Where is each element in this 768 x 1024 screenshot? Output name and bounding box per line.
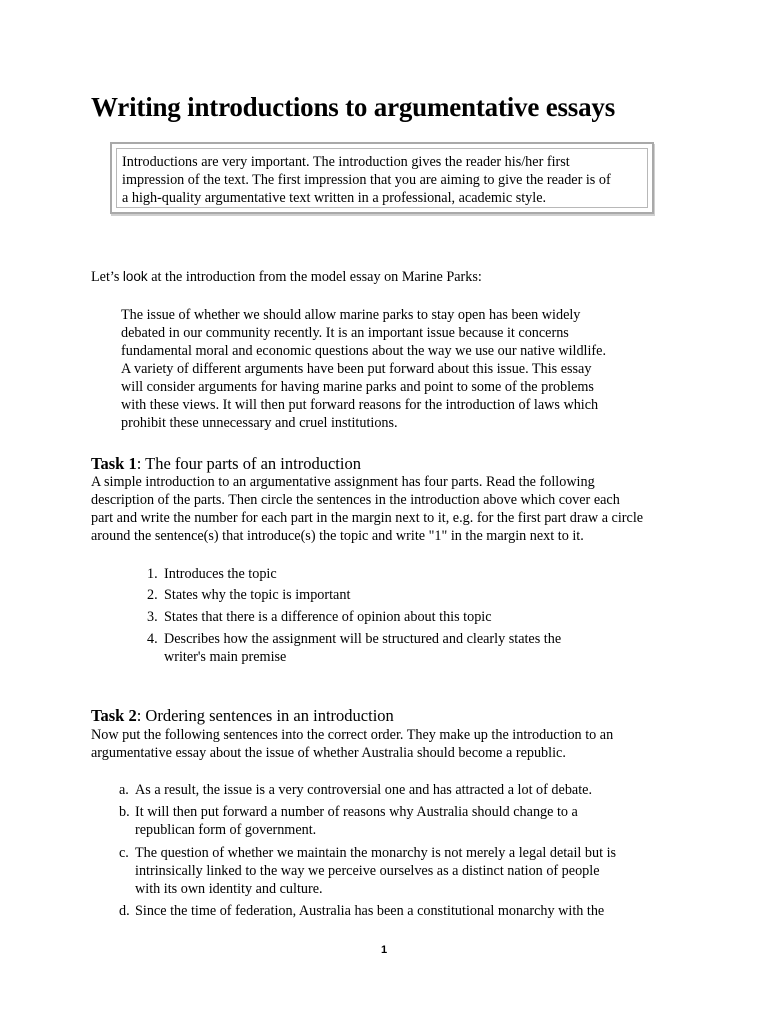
model-line: prohibit these unnecessary and cruel institutions.: [121, 415, 398, 431]
list-item-text: intrinsically linked to the way we perceive ourselves as a distinct nation of people: [135, 863, 600, 879]
callout-text: [116, 148, 648, 208]
model-line: will consider arguments for having marine parks and point to some of the problems: [121, 379, 594, 395]
task2-intro-line: argumentative essay about the issue of whether Australia should become a republic.: [91, 745, 566, 761]
callout-line: Introductions are very important. The introduction gives the reader his/her first: [122, 154, 570, 170]
task2-instructions: [91, 726, 711, 762]
task1-description: [91, 473, 711, 545]
model-introduction: [121, 306, 641, 432]
list-item-letter: c.: [119, 845, 129, 861]
lets-look-pre: Let’s: [91, 269, 123, 285]
model-line: debated in our community recently. It is an important issue because it concerns: [121, 325, 569, 341]
list-item: [147, 608, 492, 626]
list-item-text: with its own identity and culture.: [135, 881, 323, 897]
task1-label: Task 1: [91, 454, 137, 473]
intro-callout-box: [110, 142, 654, 214]
lets-look-post: at the introduction from the model essay on Marine Parks:: [147, 269, 482, 285]
task2-heading-text: : Ordering sentences in an introduction: [136, 706, 394, 725]
model-line: fundamental moral and economic questions about the way we use our native wildlife.: [121, 343, 606, 359]
list-item: [147, 630, 561, 666]
list-item: [147, 565, 277, 583]
list-item-letter: a.: [119, 782, 129, 798]
task1-heading: [91, 454, 361, 474]
list-item-text: Since the time of federation, Australia has been a constitutional monarchy with the: [135, 903, 605, 919]
list-item-text: republican form of government.: [135, 822, 317, 838]
model-line: A variety of different arguments have been put forward about this issue. This essay: [121, 361, 592, 377]
task1-desc-line: around the sentence(s) that introduce(s) the topic and write "1" in the margin next to it.: [91, 528, 584, 544]
callout-line: a high-quality argumentative text written in a professional, academic style.: [122, 190, 547, 207]
list-item-text: Introduces the topic: [164, 566, 277, 582]
list-item-letter: b.: [119, 804, 130, 820]
list-item-text: States that there is a difference of opinion about this topic: [164, 609, 492, 625]
list-item-text: writer's main premise: [164, 649, 287, 665]
list-item: [119, 781, 592, 799]
list-item: [119, 902, 604, 920]
list-item-text: Describes how the assignment will be structured and clearly states the: [164, 631, 562, 647]
list-item: [147, 586, 350, 604]
task2-label: Task 2: [91, 706, 137, 725]
list-item-letter: d.: [119, 903, 130, 919]
list-item-number: 3.: [147, 609, 158, 625]
lets-look-word: look: [122, 269, 148, 284]
task2-heading: [91, 706, 394, 726]
task1-heading-text: : The four parts of an introduction: [136, 454, 361, 473]
task1-desc-line: description of the parts. Then circle the sentences in the introduction above which cover each: [91, 492, 620, 508]
list-item-text: The question of whether we maintain the monarchy is not merely a legal detail but is: [135, 845, 617, 861]
list-item: [119, 803, 578, 839]
task1-desc-line: part and write the number for each part in the margin next to it, e.g. for the first part draw a circle: [91, 510, 644, 526]
model-line: The issue of whether we should allow marine parks to stay open has been widely: [121, 307, 581, 323]
task2-intro-line: Now put the following sentences into the correct order. They make up the introduction to an: [91, 727, 614, 743]
list-item-text: States why the topic is important: [164, 587, 351, 603]
list-item-text: As a result, the issue is a very controversial one and has attracted a lot of debate.: [135, 782, 592, 798]
list-item-number: 1.: [147, 566, 158, 582]
page-number: 1: [380, 944, 388, 956]
list-item-text: It will then put forward a number of reasons why Australia should change to a: [135, 804, 578, 820]
list-item: [119, 844, 616, 898]
callout-line: impression of the text. The first impression that you are aiming to give the reader is of: [122, 172, 611, 189]
list-item-number: 2.: [147, 587, 158, 603]
model-line: with these views. It will then put forward reasons for the introduction of laws which: [121, 397, 599, 413]
task1-desc-line: A simple introduction to an argumentative assignment has four parts. Read the following: [91, 474, 595, 490]
lets-look-paragraph: [91, 268, 482, 286]
document-title: Writing introductions to argumentative essays: [91, 92, 615, 122]
list-item-number: 4.: [147, 631, 158, 647]
